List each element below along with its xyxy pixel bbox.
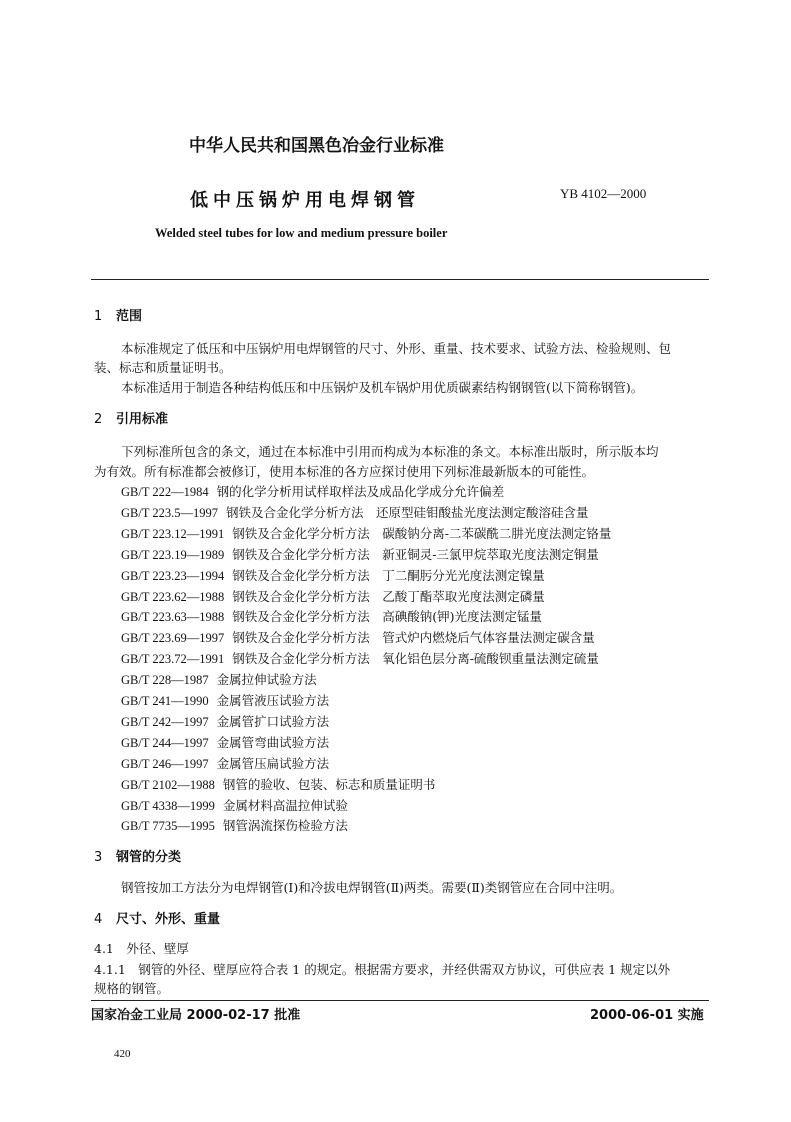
reference-code: GB/T 228—1987 [121, 673, 209, 688]
paragraph-line: 下列标准所包含的条文，通过在本标准中引用而构成为本标准的条文。本标准出版时，所示版本均 [121, 444, 659, 459]
reference-code: GB/T 223.12—1991 [121, 526, 225, 541]
reference-title: 钢铁及合金化学分析方法 管式炉内燃烧后气体容量法测定碳含量 [232, 630, 595, 646]
paragraph-line: 4.1.1 钢管的外径、壁厚应符合表 1 的规定。根据需方要求，并经供需双方协议，可供应表 1 规定以外 [94, 962, 671, 977]
reference-title: 钢管涡流探伤检验方法 [222, 818, 348, 834]
paragraph-line: 钢管按加工方法分为电焊钢管(Ⅰ)和冷拔电焊钢管(Ⅱ)两类。需要(Ⅱ)类钢管应在合同中注明。 [121, 880, 623, 895]
reference-item [121, 524, 611, 542]
english-title: Welded steel tubes for low and medium pressure boiler [155, 226, 448, 240]
section-title: 尺寸、外形、重量 [116, 912, 221, 927]
reference-code: GB/T 223.72—1991 [121, 652, 225, 667]
reference-item [121, 816, 348, 834]
reference-code: GB/T 222—1984 [121, 485, 209, 499]
reference-item [121, 754, 329, 772]
reference-code: GB/T 223.19—1989 [121, 547, 225, 562]
section-title: 范围 [116, 309, 143, 324]
implementation-date: 2000-06-01 实施 [590, 1008, 704, 1023]
reference-title: 钢铁及合金化学分析方法 碳酸钠分离-二苯碳酰二肼光度法测定铬量 [232, 525, 612, 541]
reference-code: GB/T 4338—1999 [121, 798, 215, 813]
section-heading-3 [94, 846, 181, 865]
reference-item [121, 607, 542, 625]
reference-code: GB/T 223.5—1997 [121, 505, 218, 520]
section-number: 2 [94, 412, 103, 427]
reference-item [121, 670, 317, 688]
reference-code: GB/T 223.63—1988 [121, 610, 225, 625]
reference-item [121, 587, 545, 605]
page-number: 420 [114, 1048, 131, 1060]
reference-title: 钢铁及合金化学分析方法 氧化铝色层分离-硫酸钡重量法测定硫量 [232, 651, 599, 667]
paragraph-line: 为有效。所有标准都会被修订，使用本标准的各方应探讨使用下列标准最新版本的可能性。 [94, 464, 595, 479]
reference-title: 金属拉伸试验方法 [216, 672, 317, 688]
document-title: 低中压锅炉用电焊钢管 [190, 190, 420, 211]
reference-title: 金属材料高温拉伸试验 [222, 797, 348, 813]
reference-title: 钢铁及合金化学分析方法 还原型硅钼酸盐光度法测定酸溶硅含量 [225, 504, 589, 520]
paragraph-line: 规格的钢管。 [94, 981, 170, 996]
reference-code: GB/T 242—1997 [121, 714, 209, 729]
reference-item [121, 628, 595, 646]
paragraph-line: 装、标志和质量证明书。 [94, 360, 232, 375]
section-title: 钢管的分类 [116, 850, 182, 865]
reference-code: GB/T 241—1990 [121, 694, 209, 708]
reference-title: 钢铁及合金化学分析方法 丁二酮肟分光光度法测定镍量 [232, 567, 545, 583]
reference-code: GB/T 2102—1988 [121, 777, 215, 792]
reference-title: 钢铁及合金化学分析方法 高碘酸钠(钾)光度法测定锰量 [232, 609, 542, 625]
section-heading-4 [94, 908, 220, 927]
reference-code: GB/T 7735—1995 [121, 819, 215, 834]
reference-title: 金属管压扁试验方法 [216, 755, 330, 771]
reference-code: GB/T 223.69—1997 [121, 631, 225, 646]
reference-item [121, 545, 599, 563]
reference-title: 钢铁及合金化学分析方法 新亚铜灵-三氯甲烷萃取光度法测定铜量 [232, 546, 599, 562]
reference-item [121, 733, 329, 751]
reference-title: 钢铁及合金化学分析方法 乙酸丁酯萃取光度法测定磷量 [232, 588, 545, 604]
reference-code: GB/T 246—1997 [121, 756, 209, 771]
approval-line: 国家冶金工业局 2000-02-17 批准 [91, 1008, 301, 1023]
reference-code: GB/T 223.62—1988 [121, 589, 225, 604]
section-heading-2 [94, 408, 168, 427]
reference-item [121, 566, 545, 584]
reference-item [121, 503, 588, 521]
reference-title: 钢的化学分析用试样取样法及成品化学成分允许偏差 [216, 484, 505, 499]
section-number: 3 [94, 850, 103, 865]
footer-rule [91, 1000, 709, 1001]
section-title: 引用标准 [116, 412, 169, 427]
paragraph-line: 本标准规定了低压和中压锅炉用电焊钢管的尺寸、外形、重量、技术要求、试验方法、检验规则、包 [121, 341, 672, 356]
reference-item [121, 712, 329, 730]
section-number: 1 [94, 309, 103, 324]
section-heading-1 [94, 305, 142, 324]
reference-item [121, 796, 348, 814]
issuing-body-heading: 中华人民共和国黑色冶金行业标准 [189, 136, 444, 156]
header-rule [91, 279, 709, 280]
reference-code: GB/T 244—1997 [121, 735, 209, 750]
subsection-heading: 4.1 外径、壁厚 [94, 941, 189, 956]
reference-title: 钢管的验收、包装、标志和质量证明书 [222, 776, 436, 792]
reference-item [121, 775, 435, 793]
reference-title: 金属管液压试验方法 [216, 693, 330, 708]
reference-title: 金属管弯曲试验方法 [216, 734, 330, 750]
reference-item [121, 482, 504, 500]
reference-item [121, 649, 599, 667]
reference-item [121, 691, 329, 709]
reference-title: 金属管扩口试验方法 [216, 713, 330, 729]
reference-code: GB/T 223.23—1994 [121, 568, 225, 583]
paragraph-line: 本标准适用于制造各种结构低压和中压锅炉及机车锅炉用优质碳素结构钢钢管(以下简称钢管)。 [121, 380, 644, 395]
standard-code: YB 4102—2000 [560, 186, 647, 201]
section-number: 4 [94, 912, 103, 927]
